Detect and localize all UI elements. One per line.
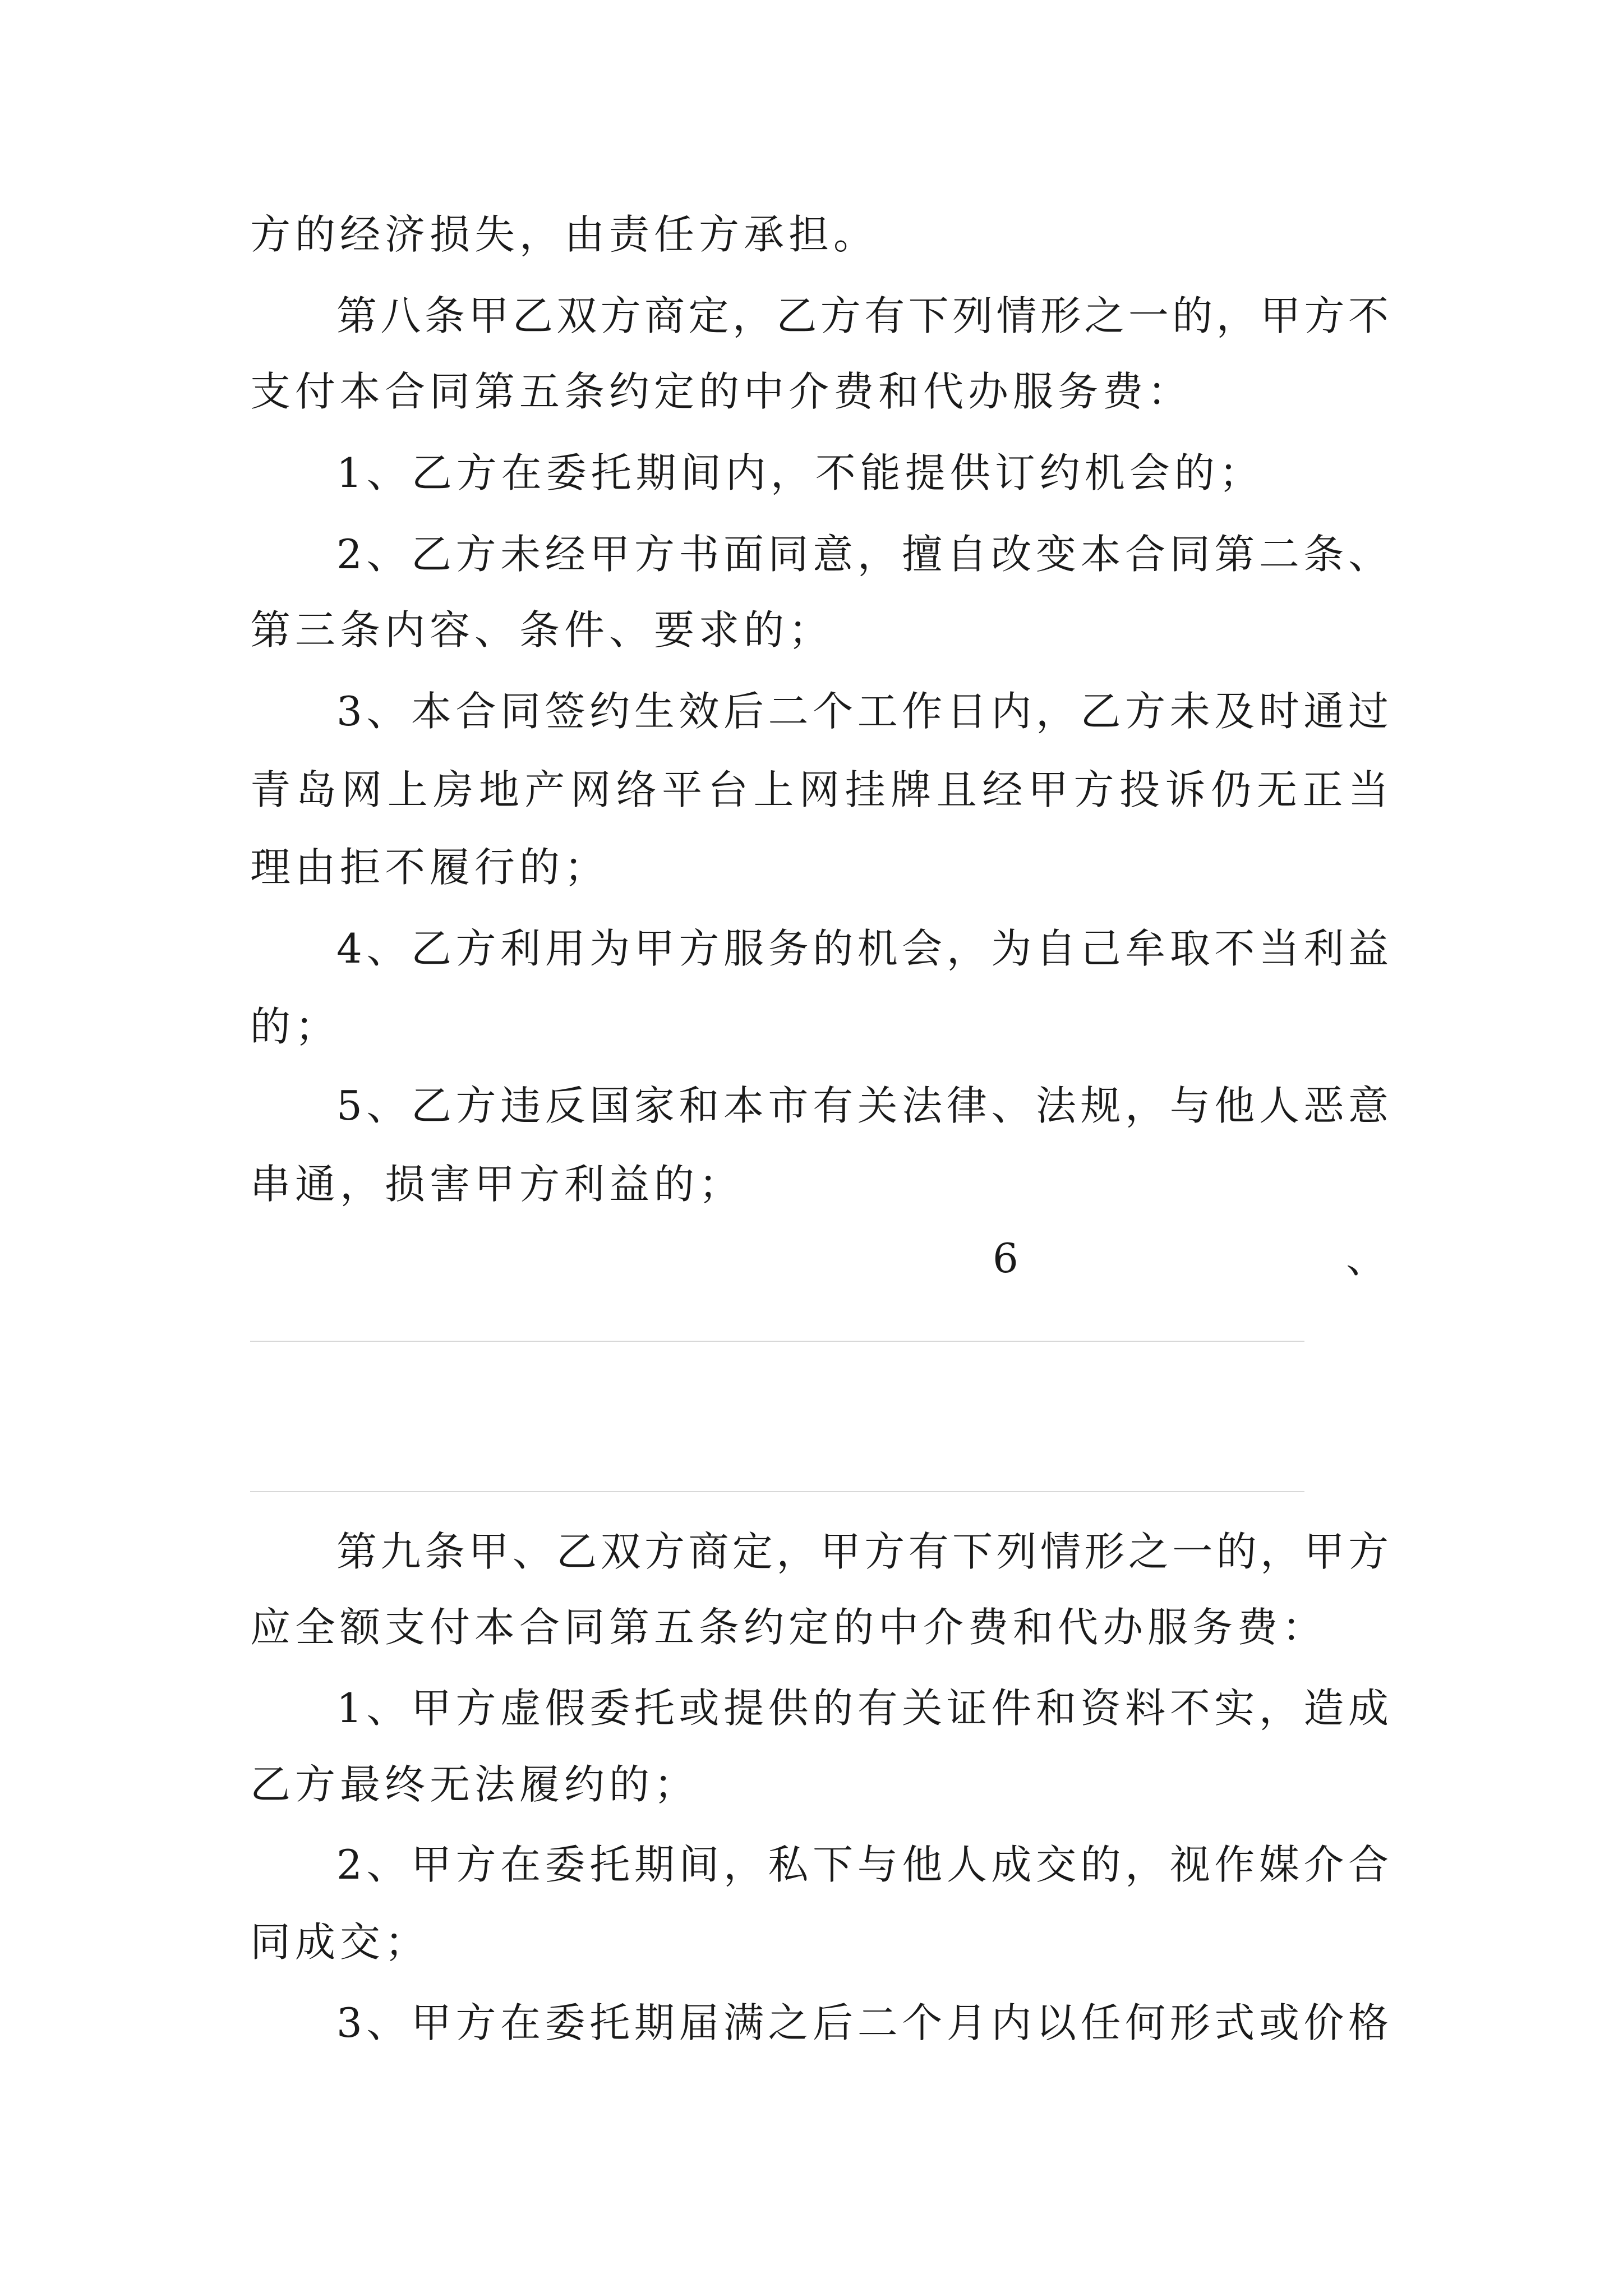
item-6-mark: 、 <box>1346 1235 1387 1282</box>
article-9-heading-line: 第九条甲、乙双方商定，甲方有下列情形之一的，甲方 <box>336 1528 1389 1575</box>
article-8-item-5: 5、乙方违反国家和本市有关法律、法规，与他人恶意 <box>336 1082 1389 1129</box>
article-8-heading-line: 第八条甲乙双方商定，乙方有下列情形之一的，甲方不 <box>336 292 1389 339</box>
paragraph-line: 方的经济损失，由责任方承担。 <box>250 211 879 258</box>
article-8-item-1: 1、乙方在委托期间内，不能提供订约机会的； <box>336 449 1264 496</box>
divider-line <box>250 1491 1304 1492</box>
article-9-item-3: 3、甲方在委托期届满之后二个月内以任何形式或价格 <box>336 1999 1389 2046</box>
item-6-number: 6 <box>993 1235 1018 1282</box>
article-8-item-2: 2、乙方未经甲方书面同意，擅自改变本合同第二条、 <box>336 531 1389 578</box>
article-8-item-3: 3、本合同签约生效后二个工作日内，乙方未及时通过 <box>336 688 1389 735</box>
article-8-item-4: 4、乙方利用为甲方服务的机会，为自己牟取不当利益 <box>336 925 1389 972</box>
paragraph-line: 的； <box>250 1003 340 1050</box>
paragraph-line: 乙方最终无法履约的； <box>250 1761 699 1808</box>
divider-line <box>250 1341 1304 1342</box>
article-9-item-2: 2、甲方在委托期间，私下与他人成交的，视作媒介合 <box>336 1841 1389 1888</box>
paragraph-line: 同成交； <box>250 1918 430 1966</box>
paragraph-line: 理由拒不履行的； <box>250 844 610 891</box>
paragraph-line: 第三条内容、条件、要求的； <box>250 606 834 654</box>
paragraph-line: 应全额支付本合同第五条约定的中介费和代办服务费： <box>250 1604 1327 1651</box>
article-9-item-1: 1、甲方虚假委托或提供的有关证件和资料不实，造成 <box>336 1685 1389 1732</box>
paragraph-line: 支付本合同第五条约定的中介费和代办服务费： <box>250 368 1193 415</box>
paragraph-line: 串通，损害甲方利益的； <box>250 1161 744 1208</box>
paragraph-line: 青岛网上房地产网络平台上网挂牌且经甲方投诉仍无正当 <box>250 766 1389 813</box>
